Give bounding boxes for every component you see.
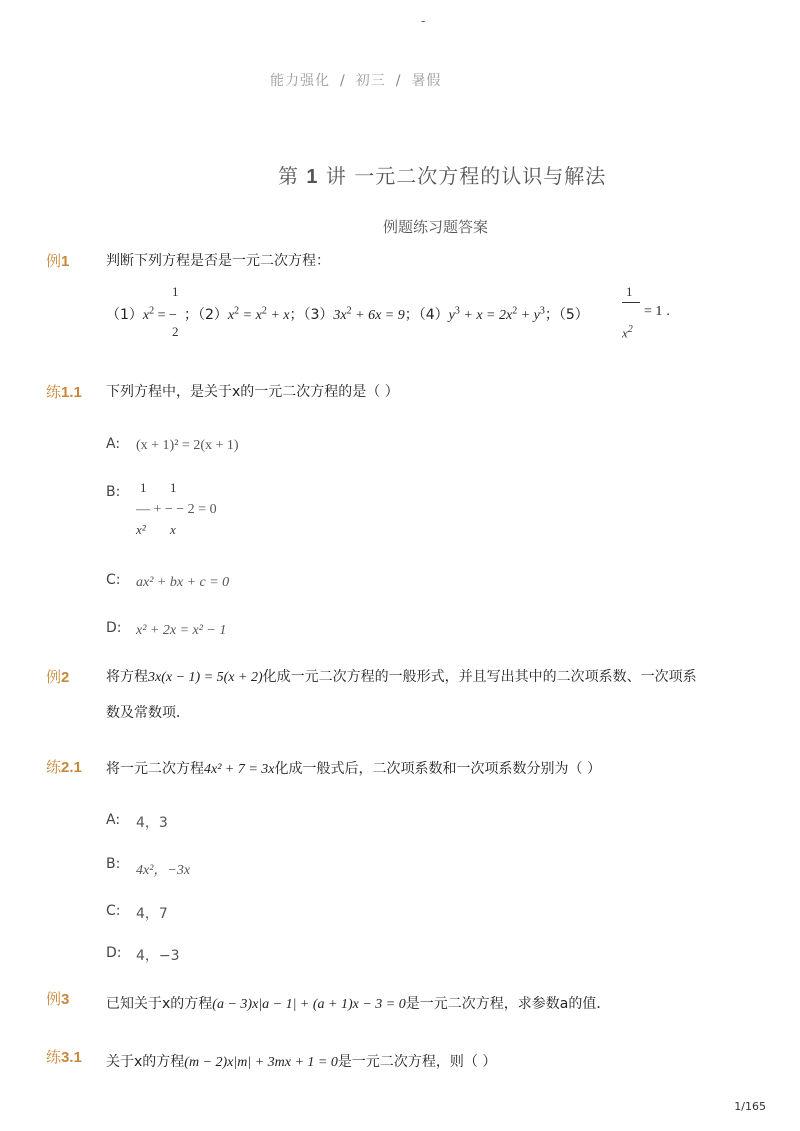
option-b-value[interactable] — [136, 480, 256, 540]
question-text: 判断下列方程是否是一元二次方程： — [106, 253, 330, 269]
option-c-label[interactable]: C: — [106, 572, 121, 588]
math-equation: 3x(x − 1) = 5(x + 2) — [148, 670, 263, 685]
part-label: （1） — [106, 307, 143, 323]
math: y — [448, 308, 455, 323]
option-a-label[interactable]: A: — [106, 436, 121, 452]
page-title — [278, 160, 606, 189]
part-sep: ；（4） — [404, 307, 449, 323]
math-equation: 4x² + 7 = 3x — [204, 762, 275, 777]
part-sep: ；（2） — [184, 307, 228, 323]
option-c-label[interactable]: C: — [106, 903, 121, 919]
example-tag: 例3 — [46, 990, 70, 1008]
question-text: 下列方程中，是关于x的一元二次方程的是（ ） — [106, 384, 399, 400]
option-d-label[interactable]: D: — [106, 620, 122, 636]
option-b-label[interactable]: B: — [106, 856, 121, 872]
math: x — [227, 308, 235, 323]
fraction-bars-expression: — + − − 2 = 0 — [136, 502, 217, 517]
math-equation: (a − 3)x|a − 1| + (a + 1)x − 3 = 0 — [212, 997, 406, 1012]
fraction-denominator: $x^2$ — [622, 324, 633, 341]
equation-list — [106, 284, 786, 346]
math-op: = 1 . — [644, 304, 670, 319]
math-equation: (m − 2)x|m| + 3mx + 1 = 0 — [184, 1055, 338, 1070]
option-c-value[interactable]: ax² + bx + c = 0 — [136, 575, 230, 590]
option-c-value[interactable]: 4，7 — [136, 906, 168, 922]
part-sep: ；（5） — [544, 307, 589, 323]
fraction-bar — [622, 302, 640, 303]
math: = x — [239, 308, 262, 323]
math: 3x — [333, 308, 347, 323]
option-d-value[interactable]: x² + 2x = x² − 1 — [136, 623, 227, 638]
fraction-denominator: 2 — [172, 324, 179, 339]
breadcrumb-separator: / — [340, 73, 346, 89]
option-b-value[interactable]: 4x²，−3x — [136, 863, 191, 878]
question-text: 将方程3x(x − 1) = 5(x + 2)化成一元二次方程的一般形式，并且写出其中的二次项系数、一次项系 — [106, 669, 697, 685]
question-text: 将一元二次方程4x² + 7 = 3x化成一般式后，二次项系数和一次项系数分别为（ ） — [106, 761, 601, 777]
option-d-value[interactable]: 4，−3 — [136, 948, 180, 964]
page-subtitle: 例题练习题答案 — [383, 218, 489, 236]
option-a-value[interactable]: 4，3 — [136, 815, 168, 831]
page-number: 1/165 — [734, 1100, 766, 1113]
math-var: x — [142, 308, 150, 323]
breadcrumb-item: 能力强化 — [270, 73, 330, 89]
math-exp: 2 — [149, 305, 155, 317]
title-number: 1 — [306, 166, 319, 188]
example-tag: 例2 — [46, 668, 70, 686]
math-exp: 3 — [454, 305, 460, 317]
equation-line-rest: ；$(2)x^2 = x^2 + x$；$(3)3x^2 + 6x = 9$；$(4)y^3 + x = 2x^2 + y^3$；（5） — [184, 305, 589, 323]
option-a-label[interactable]: A: — [106, 812, 121, 828]
option-b-label[interactable]: B: — [106, 484, 121, 500]
fraction-denominator: x — [170, 522, 176, 537]
fraction-denominator: x² — [136, 522, 146, 537]
title-prefix: 第 — [278, 164, 299, 188]
question-text: 已知关于x的方程(a − 3)x|a − 1| + (a + 1)x − 3 = 0是一元二次方程，求参数a的值． — [106, 996, 611, 1012]
breadcrumb-item: 初三 — [355, 73, 386, 89]
tag-number: 1 — [61, 253, 70, 270]
practice-tag: 练2.1 — [46, 758, 82, 776]
part-sep: ；（3） — [289, 307, 334, 323]
title-text: 讲 一元二次方程的认识与解法 — [325, 164, 607, 188]
equation-line — [106, 304, 177, 324]
page-top-mark: - — [421, 14, 426, 28]
practice-tag: 练1.1 — [46, 383, 82, 401]
example-tag — [46, 250, 69, 271]
option-d-label[interactable]: D: — [106, 945, 122, 961]
question-text-line2: 数及常数项． — [106, 705, 190, 721]
tag-prefix: 例 — [46, 252, 62, 270]
math-op: = − — [154, 308, 177, 323]
fraction-numerator: 1 — [172, 284, 179, 299]
breadcrumb — [270, 70, 441, 90]
fraction-numerator: 1 — [140, 480, 147, 495]
fraction-numerator: 1 — [170, 480, 177, 495]
math: + x — [266, 308, 290, 323]
option-a-value[interactable]: (x + 1)² = 2(x + 1) — [136, 438, 239, 453]
math: + 6x = 9 — [351, 308, 405, 323]
math: + x = 2x — [459, 308, 513, 323]
question-text: 关于x的方程(m − 2)x|m| + 3mx + 1 = 0是一元二次方程，则（ ） — [106, 1054, 497, 1070]
fraction-numerator: 1 — [626, 284, 633, 299]
breadcrumb-item: 暑假 — [411, 73, 442, 89]
practice-tag: 练3.1 — [46, 1048, 82, 1066]
math: + y — [517, 308, 540, 323]
breadcrumb-separator: / — [395, 73, 402, 89]
